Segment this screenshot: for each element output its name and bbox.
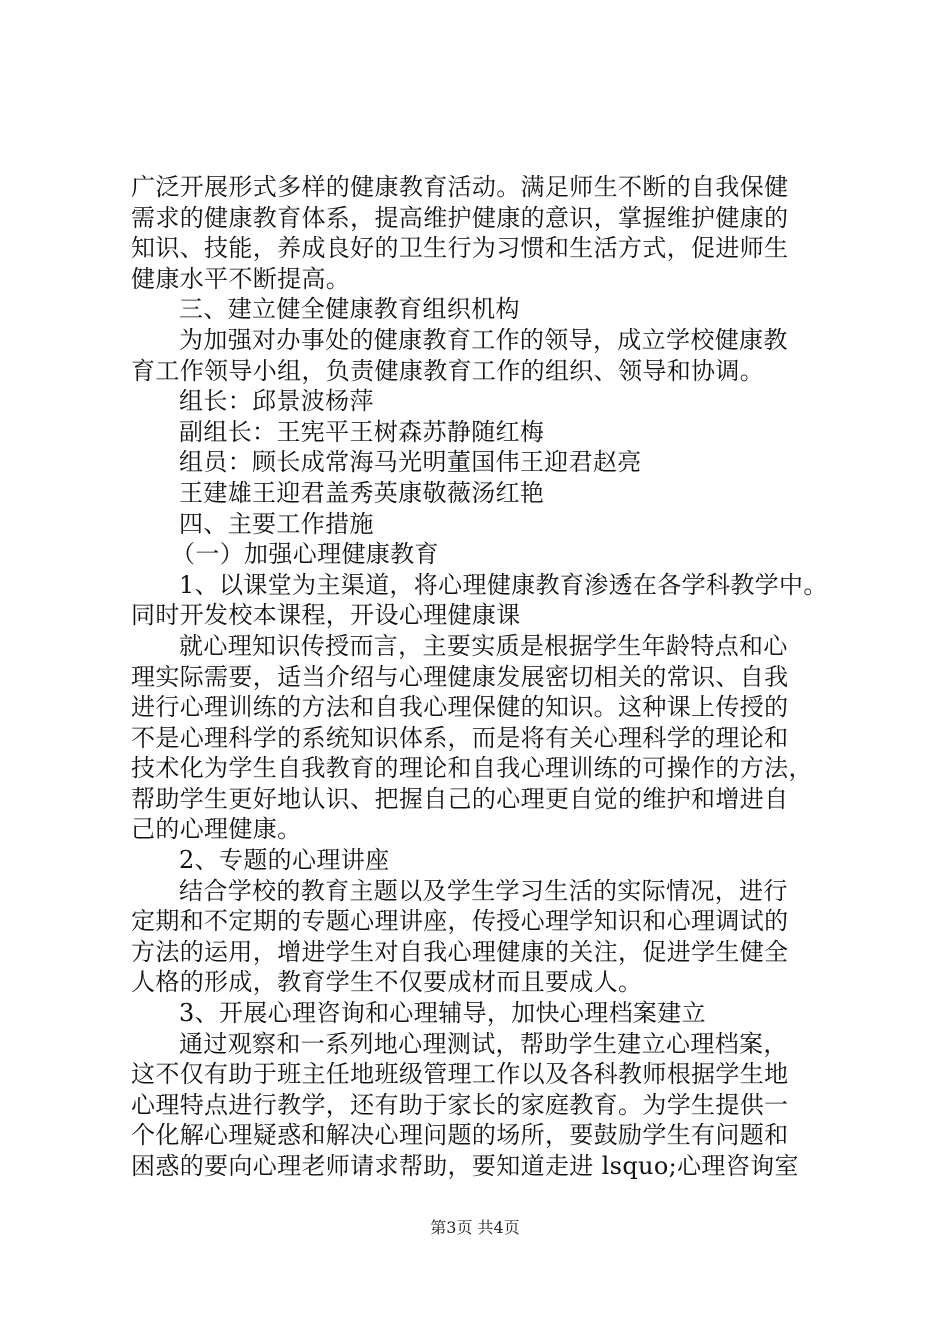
text-line: 技术化为学生自我教育的理论和自我心理训练的可操作的方法， <box>131 754 813 783</box>
text-line: 1、以课堂为主渠道，将心理健康教育渗透在各学科教学中。 <box>179 570 828 599</box>
text-line: 副组长：王宪平王树森苏静随红梅 <box>179 417 545 446</box>
text-line: 就心理知识传授而言，主要实质是根据学生年龄特点和心 <box>179 631 788 660</box>
section-heading: 四、主要工作措施 <box>179 509 374 538</box>
text-line: 这不仅有助于班主任地班级管理工作以及各科教师根据学生地 <box>131 1060 789 1089</box>
text-line: 人格的形成，教育学生不仅要成材而且要成人。 <box>131 968 643 997</box>
text-line: 健康水平不断提高。 <box>131 264 351 293</box>
text-line: 理实际需要，适当介绍与心理健康发展密切相关的常识、自我 <box>131 662 789 691</box>
document-body <box>131 172 851 1182</box>
text-line: 定期和不定期的专题心理讲座，传授心理学知识和心理调试的 <box>131 907 789 936</box>
section-heading: 三、建立健全健康教育组织机构 <box>179 295 520 324</box>
text-line: 同时开发校本课程，开设心理健康课 <box>131 601 521 630</box>
text-line: 育工作领导小组，负责健康教育工作的组织、领导和协调。 <box>131 356 765 385</box>
page-footer <box>0 1218 950 1238</box>
text-line: 通过观察和一系列地心理测试，帮助学生建立心理档案， <box>179 1029 788 1058</box>
text-line: 帮助学生更好地认识、把握自己的心理更自觉的维护和增进自 <box>131 784 789 813</box>
text-line: 知识、技能，养成良好的卫生行为习惯和生活方式，促进师生 <box>131 234 789 263</box>
text-line: 王建雄王迎君盖秀英康敬薇汤红艳 <box>179 478 545 507</box>
text-line: 不是心理科学的系统知识体系，而是将有关心理科学的理论和 <box>131 723 789 752</box>
text-line: 为加强对办事处的健康教育工作的领导，成立学校健康教 <box>179 325 788 354</box>
text-line: 方法的运用，增进学生对自我心理健康的关注，促进学生健全 <box>131 937 789 966</box>
text-line: 进行心理训练的方法和自我心理保健的知识。这种课上传授的 <box>131 693 789 722</box>
text-line: 困惑的要向心理老师请求帮助，要知道走进 lsquo;心理咨询室 <box>131 1152 799 1180</box>
text-line: 结合学校的教育主题以及学生学习生活的实际情况，进行 <box>179 876 788 905</box>
text-line: 组长：邱景波杨萍 <box>179 387 374 416</box>
page-number-label: 第3页 共4页 <box>430 1218 520 1237</box>
text-line: 组员：顾长成常海马光明董国伟王迎君赵亮 <box>179 448 642 477</box>
subsection-heading: 2、专题的心理讲座 <box>179 846 390 875</box>
subsection-heading: 3、开展心理咨询和心理辅导，加快心理档案建立 <box>179 999 706 1028</box>
text-line: 广泛开展形式多样的健康教育活动。满足师生不断的自我保健 <box>131 173 789 201</box>
text-line: 个化解心理疑惑和解决心理问题的场所，要鼓励学生有问题和 <box>131 1121 789 1150</box>
text-line: 心理特点进行教学，还有助于家长的家庭教育。为学生提供一 <box>131 1090 789 1119</box>
subsection-heading: （一）加强心理健康教育 <box>171 540 439 569</box>
text-line: 己的心理健康。 <box>131 815 302 844</box>
text-line: 需求的健康教育体系，提高维护健康的意识，掌握维护健康的 <box>131 203 789 232</box>
